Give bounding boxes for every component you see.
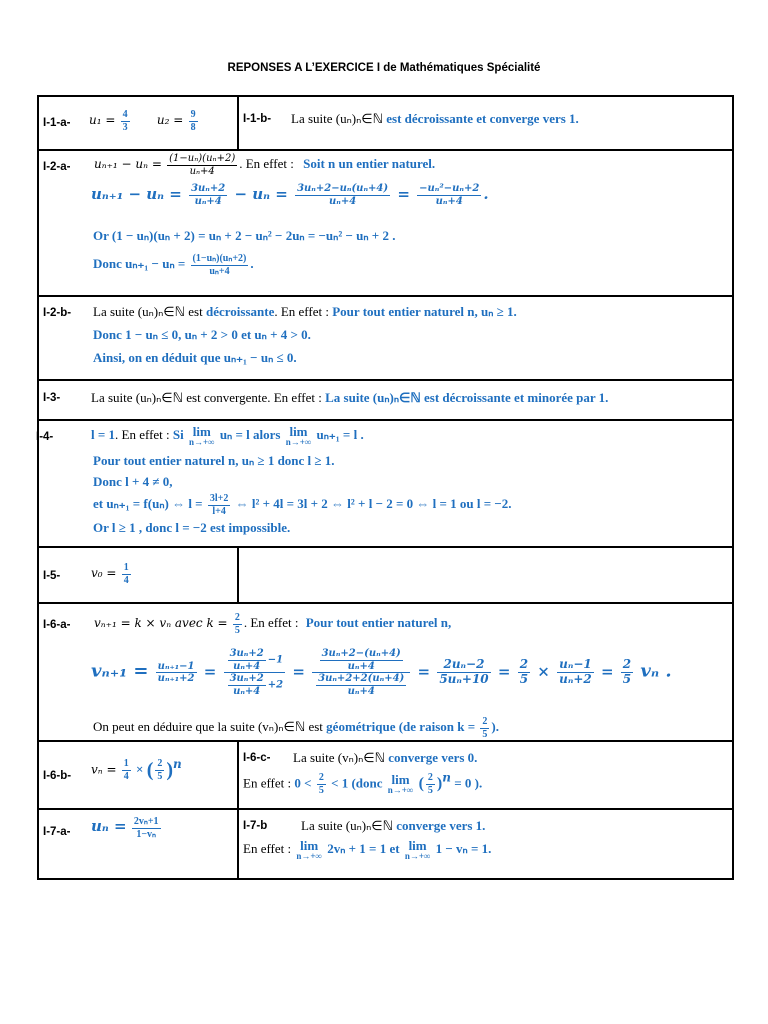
i-2-a-l2-end: .	[483, 185, 489, 203]
i-2-b-l1-pre: La suite (uₙ)ₙ∈ℕ est	[93, 304, 203, 319]
cell-i-6-b: I-6-b- vₙ = $\frac{1}{4}$ × ( $\frac{2}{5}$ )$^n$	[38, 741, 238, 809]
i-6-a-f5-den: 5	[519, 672, 529, 686]
i-1-b-text: La suite (uₙ)ₙ∈ℕ	[291, 111, 384, 126]
cell-i-4	[38, 420, 733, 547]
i-6-a-f2-num-tail: −1	[267, 654, 284, 666]
i-2-a-l4-end: .	[250, 255, 254, 271]
cell-i-6-c: I-6-c- La suite (vₙ)ₙ∈ℕ converge vers 0. En effet : 0 < $\frac{2}{5}$ < 1 (donc lim n→+∞ ( $\frac{2}{5}$ )$^n$ = 0 ).	[238, 741, 733, 809]
i-6-b-in-den: 5	[157, 770, 163, 782]
answers-table	[37, 95, 734, 880]
label-i-5: I-5-	[43, 570, 61, 582]
i-7-b-lim-word: lim	[300, 838, 319, 853]
i-1-b-answer: est décroissante et converge vers 1.	[386, 111, 579, 126]
i-2-a-l3: Or (1 − uₙ)(uₙ + 2) = uₙ + 2 − uₙ² − 2uₙ = −uₙ² − uₙ + 2 .	[93, 228, 396, 243]
i-6-b-den: 4	[123, 770, 129, 782]
i-4-l5: Or l ≥ 1 , donc l = −2 est impossible.	[93, 520, 291, 535]
i-6-c-l1-blue: converge vers 0.	[388, 750, 478, 765]
label-i-6-a: I-6-a-	[43, 619, 71, 631]
i-6-a-l2-lhs: vₙ₊₁ =	[91, 660, 149, 682]
i-4-l4-a: et uₙ₊₁ = f(uₙ) ⇔ l =	[93, 495, 203, 511]
i-6-c-in-den: 5	[427, 784, 433, 796]
cell-i-2-b	[38, 296, 733, 380]
i-4-l4-num: 3l+2	[209, 493, 229, 504]
u2-denominator: 8	[190, 121, 196, 133]
i-4-lim-sub-2: n→+∞	[285, 437, 312, 447]
i-6-a-f2-num-den: uₙ+4	[233, 660, 261, 672]
i-6-c-l1-pre: La suite (vₙ)ₙ∈ℕ	[293, 750, 386, 765]
i-2-a-l2-f3-num: −uₙ²−uₙ+2	[419, 183, 480, 194]
label-i-3: I-3-	[43, 392, 61, 404]
i-6-a-eq-3: =	[417, 662, 431, 681]
i-7-b-l2-b: 1 − vₙ = 1.	[435, 840, 492, 856]
label-i-2-a: I-2-a-	[43, 161, 71, 173]
i-7-b-l1-blue: converge vers 1.	[396, 818, 486, 833]
u2-numerator: 9	[190, 109, 196, 120]
cell-i-1-a	[38, 96, 238, 150]
i-2-a-l2-lhs: uₙ₊₁ − uₙ =	[91, 185, 182, 203]
label-i-1-a: I-1-a-	[43, 117, 71, 129]
i-3-blue: La suite (uₙ)ₙ∈ℕ est décroissante et minorée par 1.	[325, 390, 609, 405]
label-i-2-b: I-2-b-	[43, 307, 72, 319]
i-6-a-l3-pre: On peut en déduire que la suite (vₙ)ₙ∈ℕ est	[93, 718, 323, 734]
i-6-a-eq-1: =	[203, 662, 217, 681]
i-6-a-l3-end: ).	[491, 718, 499, 734]
i-6-a-l1-pre: vₙ₊₁ = k × vₙ avec k =	[94, 615, 228, 630]
i-6-a-f7-num: 2	[622, 657, 632, 672]
i-7-b-l2-pre: En effet :	[243, 840, 292, 856]
i-2-a-l4-lhs: Donc uₙ₊₁ − uₙ =	[93, 255, 186, 271]
i-6-b-num: 1	[123, 758, 129, 770]
i-7-b-l1-pre: La suite (uₙ)ₙ∈ℕ	[301, 818, 394, 833]
i-6-c-lim-word: lim	[391, 772, 410, 788]
i-2-a-l2-f3-den: uₙ+4	[435, 195, 463, 207]
cell-i-7-b	[238, 809, 733, 879]
i-6-b-exp: n	[173, 757, 182, 771]
i-4-l3: Donc l + 4 ≠ 0,	[93, 474, 173, 489]
i-6-c-den: 5	[318, 784, 324, 796]
i-4-l4-b: ⇔ l² + 4l = 3l + 2 ⇔ l² + l − 2 = 0 ⇔ l = 1 ou l = −2.	[235, 495, 512, 511]
u1-expression: u₁ =	[89, 112, 116, 127]
i-2-b-l1-mid: . En effet :	[274, 304, 329, 319]
cell-i-1-b	[238, 96, 733, 150]
u2-expression: u₂ =	[156, 112, 184, 127]
i-6-a-f3-num-den: uₙ+4	[347, 660, 375, 672]
i-7-b-lim-sub: n→+∞	[296, 851, 322, 861]
i-2-a-l4-num: (1−uₙ)(uₙ+2)	[192, 253, 247, 264]
i-2-a-l2-f2-den: uₙ+4	[328, 195, 357, 207]
i-2-b-l1-blue2: Pour tout entier naturel n, uₙ ≥ 1.	[332, 304, 517, 319]
i-4-lim-sub: n→+∞	[189, 437, 215, 447]
i-2-a-l1-lhs: uₙ₊₁ − uₙ =	[94, 156, 162, 171]
i-6-c-in-num: 2	[427, 772, 433, 784]
i-6-a-f5-num: 2	[519, 657, 529, 672]
i-3-pre: La suite (uₙ)ₙ∈ℕ est convergente. En effet :	[91, 390, 322, 405]
i-6-a-l1-mid: . En effet :	[243, 614, 299, 630]
i-6-a-eq-4: =	[497, 662, 511, 681]
label-i-7-b: I-7-b	[243, 820, 268, 832]
i-6-a-f7-den: 5	[622, 672, 632, 686]
i-7-a-num: 2vₙ+1	[133, 816, 159, 827]
i-6-a-f3-num-num: 3uₙ+2−(uₙ+4)	[321, 648, 401, 659]
i-2-a-l2-eq: =	[397, 185, 410, 203]
u1-numerator: 4	[122, 109, 128, 120]
i-6-a-eq-5: =	[600, 662, 614, 681]
page-title: REPONSES A L’EXERCICE I de Mathématiques Spécialité	[227, 62, 541, 74]
i-2-a-l2-mid: − uₙ =	[234, 185, 288, 203]
i-6-a-l1-blue: Pour tout entier naturel n,	[305, 614, 452, 630]
i-6-a-l3-blue: géométrique (de raison k =	[326, 718, 476, 734]
i-2-a-l1-blue: Soit n un entier naturel.	[303, 155, 436, 171]
i-2-a-l1-num: (1−uₙ)(uₙ+2)	[169, 153, 236, 164]
cell-i-7-a	[38, 809, 238, 879]
i-6-a-eq-2: =	[292, 662, 305, 681]
i-6-a-f6-den: uₙ+2	[559, 672, 592, 686]
i-6-b-lhs: vₙ =	[91, 762, 117, 777]
i-6-a-f2-den-num: 3uₙ+2	[229, 673, 264, 684]
i-6-a-f2-den-den: uₙ+4	[233, 685, 261, 697]
i-2-a-l2-f2-num: 3uₙ+2−uₙ(uₙ+4)	[297, 183, 389, 194]
i-4-l1-e: uₙ₊₁ = l .	[316, 426, 364, 442]
i-4-l2: Pour tout entier naturel n, uₙ ≥ 1 donc l ≥ 1.	[93, 453, 335, 468]
i-6-a-l2-end: vₙ .	[640, 660, 672, 682]
label-i-4: I-4-	[36, 431, 54, 443]
i-6-c-l2-pre: En effet :	[243, 775, 292, 791]
i-6-a-f4-num: 2uₙ−2	[437, 658, 490, 673]
label-i-6-b: I-6-b-	[43, 770, 72, 782]
v0-numerator: 1	[123, 562, 129, 573]
i-6-b-in-num: 2	[157, 758, 163, 770]
i-6-c-num: 2	[318, 772, 324, 784]
i-6-a-f2-num-num: 3uₙ+2	[229, 648, 264, 659]
i-6-c-l2-a: 0 <	[294, 775, 312, 791]
i-7-b-lim-word-2: lim	[408, 838, 427, 853]
i-2-a-l2-f1-num: 3uₙ+2	[191, 183, 226, 194]
i-7-a-lhs: uₙ =	[91, 816, 127, 835]
i-7-b-lim-sub-2: n→+∞	[404, 851, 431, 861]
cell-i-2-a	[38, 150, 733, 296]
i-6-a-f4-den: 5uₙ+10	[439, 672, 489, 686]
i-2-a-l1-tail: . En effet :	[239, 155, 294, 171]
i-2-b-l1-blue1: décroissante	[205, 304, 275, 319]
label-i-6-c: I-6-c-	[243, 752, 271, 764]
i-6-c-lim-sub: n→+∞	[387, 785, 414, 796]
cell-i-5	[38, 547, 238, 603]
cell-i-5-empty	[238, 547, 733, 603]
label-i-1-b: I-1-b-	[243, 113, 272, 125]
i-2-a-l2-f1-den: uₙ+4	[194, 195, 222, 207]
i-2-a-l4-den: uₙ+4	[209, 265, 230, 277]
cell-i-6-a	[38, 603, 733, 741]
i-4-lim-word: lim	[192, 424, 211, 439]
i-4-l1-b: . En effet :	[115, 426, 170, 442]
i-6-a-f2-den-tail: +2	[267, 679, 284, 691]
i-6-a-times: ×	[537, 662, 550, 681]
i-2-b-l2: Donc 1 − uₙ ≤ 0, uₙ + 2 > 0 et uₙ + 4 > 0.	[93, 327, 311, 342]
i-6-a-f6-num: uₙ−1	[559, 657, 592, 672]
cell-i-3	[38, 380, 733, 420]
i-7-a-den: 1−vₙ	[136, 828, 157, 840]
i-6-a-l3-den: 5	[482, 728, 488, 740]
i-4-l1-a: l = 1	[91, 426, 116, 442]
i-6-a-f1-den: uₙ₊₁+2	[157, 673, 195, 684]
i-6-c-l2-c: = 0 ).	[454, 775, 483, 791]
i-6-b-times: ×	[136, 761, 144, 777]
v0-expression: v₀ =	[91, 565, 117, 580]
i-4-l1-d: uₙ = l alors	[219, 426, 281, 442]
i-7-b-l2-a: 2vₙ + 1 = 1 et	[327, 840, 400, 856]
i-6-a-k-den: 5	[234, 624, 240, 636]
i-4-l1-c: Si	[172, 426, 184, 442]
i-6-a-l3-num: 2	[482, 716, 488, 727]
i-6-a-f1-num: uₙ₊₁−1	[157, 660, 195, 672]
i-6-a-f3-den-den: uₙ+4	[347, 685, 375, 697]
i-6-a-f3-den-num: 3uₙ+2+2(uₙ+4)	[318, 673, 405, 684]
i-4-lim-word-2: lim	[289, 424, 308, 439]
i-6-c-exp: n	[442, 771, 451, 785]
i-6-c-l2-b: < 1 (donc	[331, 775, 383, 791]
u1-denominator: 3	[122, 121, 128, 133]
label-i-7-a: I-7-a-	[43, 826, 71, 838]
i-2-a-l1-den: uₙ+4	[189, 165, 215, 177]
i-4-l4-den: l+4	[212, 505, 226, 517]
i-6-a-k-num: 2	[234, 612, 240, 623]
i-2-b-l3: Ainsi, on en déduit que uₙ₊₁ − uₙ ≤ 0.	[93, 350, 297, 365]
v0-denominator: 4	[123, 574, 129, 586]
